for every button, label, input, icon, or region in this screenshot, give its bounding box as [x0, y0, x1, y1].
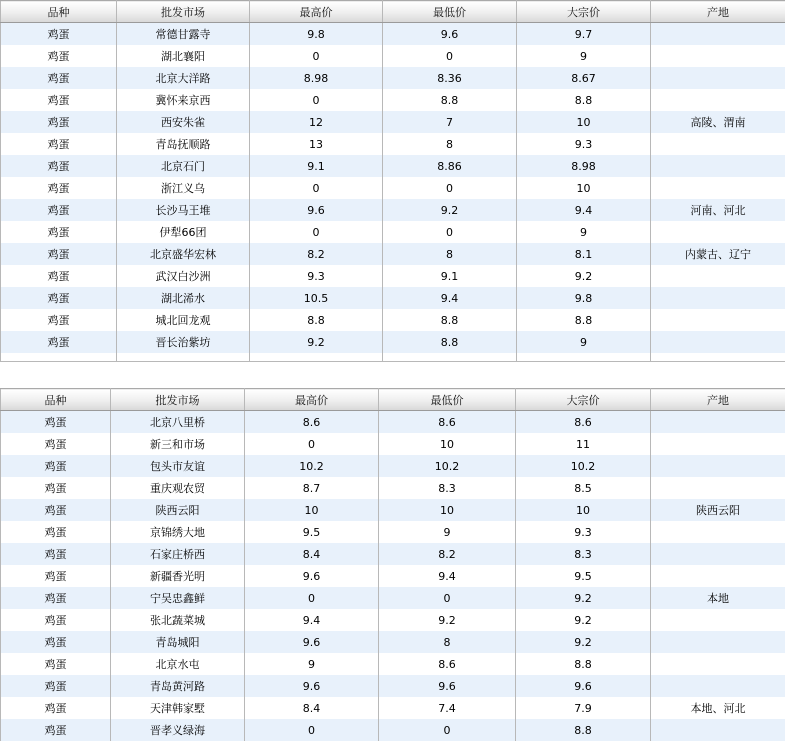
- market-cell: 湖北浠水: [117, 287, 250, 309]
- variety-cell: 鸡蛋: [1, 587, 111, 609]
- bulk-price-cell: 8.8: [517, 89, 651, 111]
- max-price-cell: 0: [250, 221, 383, 243]
- market-cell: 北京盛华宏林: [117, 243, 250, 265]
- column-header-bulk-price: 大宗价: [517, 1, 651, 23]
- origin-cell: [651, 543, 785, 565]
- bulk-price-cell: 10: [516, 499, 651, 521]
- origin-cell: [651, 89, 785, 111]
- column-header-bulk-price: 大宗价: [516, 389, 651, 411]
- origin-cell: 本地、河北: [651, 697, 785, 719]
- column-header-origin: 产地: [651, 389, 785, 411]
- table-row: [1, 331, 785, 353]
- filler-cell: [250, 353, 383, 362]
- table-row: [1, 543, 785, 565]
- bulk-price-cell: 9: [517, 45, 651, 67]
- origin-cell: [651, 155, 785, 177]
- origin-cell: [651, 521, 785, 543]
- filler-cell: [517, 353, 651, 362]
- max-price-cell: 10: [245, 499, 379, 521]
- bulk-price-cell: 9.8: [517, 287, 651, 309]
- market-cell: 北京水屯: [111, 653, 245, 675]
- bulk-price-cell: 9.4: [517, 199, 651, 221]
- column-header-min-price: 最低价: [383, 1, 517, 23]
- market-cell: 武汉白沙洲: [117, 265, 250, 287]
- market-cell: 伊犁66团: [117, 221, 250, 243]
- bulk-price-cell: 9.7: [517, 23, 651, 46]
- filler-cell: [383, 353, 517, 362]
- market-cell: 青岛城阳: [111, 631, 245, 653]
- market-cell: 长沙马王堆: [117, 199, 250, 221]
- column-header-market: 批发市场: [117, 1, 250, 23]
- bulk-price-cell: 9.3: [516, 521, 651, 543]
- min-price-cell: 8.86: [383, 155, 517, 177]
- max-price-cell: 9.5: [245, 521, 379, 543]
- max-price-cell: 8.4: [245, 697, 379, 719]
- min-price-cell: 9.6: [379, 675, 516, 697]
- bulk-price-cell: 8.8: [516, 653, 651, 675]
- table-row: [1, 111, 785, 133]
- filler-cell: [651, 353, 785, 362]
- origin-cell: [651, 265, 785, 287]
- table-row: [1, 521, 785, 543]
- max-price-cell: 8.7: [245, 477, 379, 499]
- market-cell: 京锦绣大地: [111, 521, 245, 543]
- market-cell: 天津韩家墅: [111, 697, 245, 719]
- table-row: [1, 565, 785, 587]
- table-row: [1, 133, 785, 155]
- bulk-price-cell: 9.2: [517, 265, 651, 287]
- origin-cell: 本地: [651, 587, 785, 609]
- max-price-cell: 0: [250, 45, 383, 67]
- min-price-cell: 8.8: [383, 309, 517, 331]
- market-cell: 冀怀来京西: [117, 89, 250, 111]
- table-row: [1, 243, 785, 265]
- max-price-cell: 9.1: [250, 155, 383, 177]
- table-row: [1, 433, 785, 455]
- variety-cell: 鸡蛋: [1, 287, 117, 309]
- origin-cell: [651, 45, 785, 67]
- variety-cell: 鸡蛋: [1, 455, 111, 477]
- price-table-2: [0, 388, 785, 741]
- variety-cell: 鸡蛋: [1, 265, 117, 287]
- bulk-price-cell: 9: [517, 331, 651, 353]
- origin-cell: [651, 565, 785, 587]
- market-cell: 宁吴忠鑫鲜: [111, 587, 245, 609]
- bulk-price-cell: 8.67: [517, 67, 651, 89]
- min-price-cell: 10: [379, 499, 516, 521]
- bulk-price-cell: 8.8: [517, 309, 651, 331]
- variety-cell: 鸡蛋: [1, 477, 111, 499]
- column-header-max-price: 最高价: [245, 389, 379, 411]
- market-cell: 张北蔬菜城: [111, 609, 245, 631]
- table-row: [1, 155, 785, 177]
- table-row: [1, 587, 785, 609]
- bulk-price-cell: 9.2: [516, 609, 651, 631]
- variety-cell: 鸡蛋: [1, 23, 117, 46]
- market-cell: 浙江义乌: [117, 177, 250, 199]
- origin-cell: 河南、河北: [651, 199, 785, 221]
- table-row: [1, 309, 785, 331]
- table-header-row: [1, 389, 785, 411]
- variety-cell: 鸡蛋: [1, 411, 111, 434]
- column-header-market: 批发市场: [111, 389, 245, 411]
- market-cell: 晋孝义绿海: [111, 719, 245, 741]
- bulk-price-cell: 8.5: [516, 477, 651, 499]
- market-cell: 石家庄桥西: [111, 543, 245, 565]
- variety-cell: 鸡蛋: [1, 609, 111, 631]
- origin-cell: [651, 477, 785, 499]
- table-row: [1, 697, 785, 719]
- table-row: [1, 45, 785, 67]
- variety-cell: 鸡蛋: [1, 177, 117, 199]
- origin-cell: 内蒙古、辽宁: [651, 243, 785, 265]
- min-price-cell: 8.8: [383, 89, 517, 111]
- table-row: [1, 287, 785, 309]
- variety-cell: 鸡蛋: [1, 499, 111, 521]
- market-cell: 青岛抚顺路: [117, 133, 250, 155]
- origin-cell: [651, 455, 785, 477]
- origin-cell: 高陵、渭南: [651, 111, 785, 133]
- table-row: [1, 631, 785, 653]
- origin-cell: [651, 675, 785, 697]
- variety-cell: 鸡蛋: [1, 89, 117, 111]
- max-price-cell: 9.6: [245, 675, 379, 697]
- table-row: [1, 719, 785, 741]
- max-price-cell: 9: [245, 653, 379, 675]
- origin-cell: [651, 653, 785, 675]
- max-price-cell: 12: [250, 111, 383, 133]
- max-price-cell: 0: [245, 587, 379, 609]
- bulk-price-cell: 9.2: [516, 631, 651, 653]
- variety-cell: 鸡蛋: [1, 309, 117, 331]
- max-price-cell: 8.4: [245, 543, 379, 565]
- min-price-cell: 9: [379, 521, 516, 543]
- bulk-price-cell: 10: [517, 177, 651, 199]
- variety-cell: 鸡蛋: [1, 111, 117, 133]
- table-row: [1, 199, 785, 221]
- variety-cell: 鸡蛋: [1, 521, 111, 543]
- table-row: [1, 221, 785, 243]
- origin-cell: [651, 23, 785, 46]
- origin-cell: [651, 221, 785, 243]
- min-price-cell: 8.36: [383, 67, 517, 89]
- max-price-cell: 8.6: [245, 411, 379, 434]
- variety-cell: 鸡蛋: [1, 133, 117, 155]
- max-price-cell: 9.2: [250, 331, 383, 353]
- origin-cell: [651, 609, 785, 631]
- bulk-price-cell: 10: [517, 111, 651, 133]
- max-price-cell: 8.2: [250, 243, 383, 265]
- variety-cell: 鸡蛋: [1, 221, 117, 243]
- origin-cell: 陕西云阳: [651, 499, 785, 521]
- min-price-cell: 9.2: [379, 609, 516, 631]
- table-body: [1, 23, 785, 362]
- origin-cell: [651, 177, 785, 199]
- min-price-cell: 10.2: [379, 455, 516, 477]
- column-header-origin: 产地: [651, 1, 785, 23]
- table-header-row: [1, 1, 785, 23]
- table-row: [1, 609, 785, 631]
- variety-cell: 鸡蛋: [1, 331, 117, 353]
- table-row: [1, 265, 785, 287]
- variety-cell: 鸡蛋: [1, 719, 111, 741]
- table-row: [1, 411, 785, 434]
- table-row: [1, 89, 785, 111]
- origin-cell: [651, 411, 785, 434]
- column-header-variety: 品种: [1, 389, 111, 411]
- max-price-cell: 0: [245, 719, 379, 741]
- origin-cell: [651, 719, 785, 741]
- min-price-cell: 8: [383, 133, 517, 155]
- origin-cell: [651, 287, 785, 309]
- max-price-cell: 9.6: [245, 631, 379, 653]
- table-filler-row: [1, 353, 785, 362]
- origin-cell: [651, 133, 785, 155]
- market-cell: 陕西云阳: [111, 499, 245, 521]
- filler-cell: [117, 353, 250, 362]
- min-price-cell: 8: [383, 243, 517, 265]
- max-price-cell: 10.2: [245, 455, 379, 477]
- market-cell: 西安朱雀: [117, 111, 250, 133]
- table-row: [1, 499, 785, 521]
- variety-cell: 鸡蛋: [1, 697, 111, 719]
- table-row: [1, 23, 785, 46]
- table-body: [1, 411, 785, 742]
- min-price-cell: 9.2: [383, 199, 517, 221]
- bulk-price-cell: 9.3: [517, 133, 651, 155]
- column-header-min-price: 最低价: [379, 389, 516, 411]
- min-price-cell: 9.6: [383, 23, 517, 46]
- min-price-cell: 8.2: [379, 543, 516, 565]
- bulk-price-cell: 8.3: [516, 543, 651, 565]
- market-cell: 北京大洋路: [117, 67, 250, 89]
- bulk-price-cell: 9: [517, 221, 651, 243]
- bulk-price-cell: 8.1: [517, 243, 651, 265]
- market-cell: 新三和市场: [111, 433, 245, 455]
- min-price-cell: 0: [379, 587, 516, 609]
- table-row: [1, 653, 785, 675]
- variety-cell: 鸡蛋: [1, 631, 111, 653]
- origin-cell: [651, 631, 785, 653]
- table-row: [1, 177, 785, 199]
- max-price-cell: 0: [245, 433, 379, 455]
- variety-cell: 鸡蛋: [1, 543, 111, 565]
- bulk-price-cell: 9.5: [516, 565, 651, 587]
- market-cell: 北京八里桥: [111, 411, 245, 434]
- market-cell: 城北回龙观: [117, 309, 250, 331]
- min-price-cell: 7: [383, 111, 517, 133]
- min-price-cell: 8.8: [383, 331, 517, 353]
- max-price-cell: 0: [250, 89, 383, 111]
- market-cell: 重庆观农贸: [111, 477, 245, 499]
- variety-cell: 鸡蛋: [1, 243, 117, 265]
- bulk-price-cell: 9.6: [516, 675, 651, 697]
- origin-cell: [651, 331, 785, 353]
- bulk-price-cell: 8.6: [516, 411, 651, 434]
- min-price-cell: 7.4: [379, 697, 516, 719]
- bulk-price-cell: 9.2: [516, 587, 651, 609]
- market-cell: 包头市友谊: [111, 455, 245, 477]
- filler-cell: [1, 353, 117, 362]
- variety-cell: 鸡蛋: [1, 45, 117, 67]
- min-price-cell: 9.4: [383, 287, 517, 309]
- variety-cell: 鸡蛋: [1, 433, 111, 455]
- min-price-cell: 10: [379, 433, 516, 455]
- min-price-cell: 8.3: [379, 477, 516, 499]
- market-cell: 晋长治紫坊: [117, 331, 250, 353]
- market-cell: 北京石门: [117, 155, 250, 177]
- min-price-cell: 8.6: [379, 653, 516, 675]
- max-price-cell: 9.3: [250, 265, 383, 287]
- min-price-cell: 8.6: [379, 411, 516, 434]
- min-price-cell: 0: [383, 177, 517, 199]
- column-header-variety: 品种: [1, 1, 117, 23]
- max-price-cell: 9.6: [245, 565, 379, 587]
- max-price-cell: 8.8: [250, 309, 383, 331]
- price-table-1: [0, 0, 785, 362]
- max-price-cell: 13: [250, 133, 383, 155]
- table-row: [1, 477, 785, 499]
- min-price-cell: 9.1: [383, 265, 517, 287]
- variety-cell: 鸡蛋: [1, 199, 117, 221]
- variety-cell: 鸡蛋: [1, 675, 111, 697]
- max-price-cell: 9.8: [250, 23, 383, 46]
- origin-cell: [651, 67, 785, 89]
- variety-cell: 鸡蛋: [1, 653, 111, 675]
- origin-cell: [651, 433, 785, 455]
- variety-cell: 鸡蛋: [1, 565, 111, 587]
- market-cell: 青岛黄河路: [111, 675, 245, 697]
- bulk-price-cell: 10.2: [516, 455, 651, 477]
- max-price-cell: 10.5: [250, 287, 383, 309]
- max-price-cell: 9.6: [250, 199, 383, 221]
- bulk-price-cell: 8.98: [517, 155, 651, 177]
- min-price-cell: 0: [383, 221, 517, 243]
- min-price-cell: 9.4: [379, 565, 516, 587]
- bulk-price-cell: 8.8: [516, 719, 651, 741]
- max-price-cell: 0: [250, 177, 383, 199]
- variety-cell: 鸡蛋: [1, 155, 117, 177]
- table-row: [1, 455, 785, 477]
- bulk-price-cell: 7.9: [516, 697, 651, 719]
- min-price-cell: 8: [379, 631, 516, 653]
- origin-cell: [651, 309, 785, 331]
- max-price-cell: 8.98: [250, 67, 383, 89]
- max-price-cell: 9.4: [245, 609, 379, 631]
- table-row: [1, 675, 785, 697]
- market-cell: 常德甘露寺: [117, 23, 250, 46]
- min-price-cell: 0: [379, 719, 516, 741]
- market-cell: 湖北襄阳: [117, 45, 250, 67]
- variety-cell: 鸡蛋: [1, 67, 117, 89]
- min-price-cell: 0: [383, 45, 517, 67]
- market-cell: 新疆香光明: [111, 565, 245, 587]
- bulk-price-cell: 11: [516, 433, 651, 455]
- table-row: [1, 67, 785, 89]
- column-header-max-price: 最高价: [250, 1, 383, 23]
